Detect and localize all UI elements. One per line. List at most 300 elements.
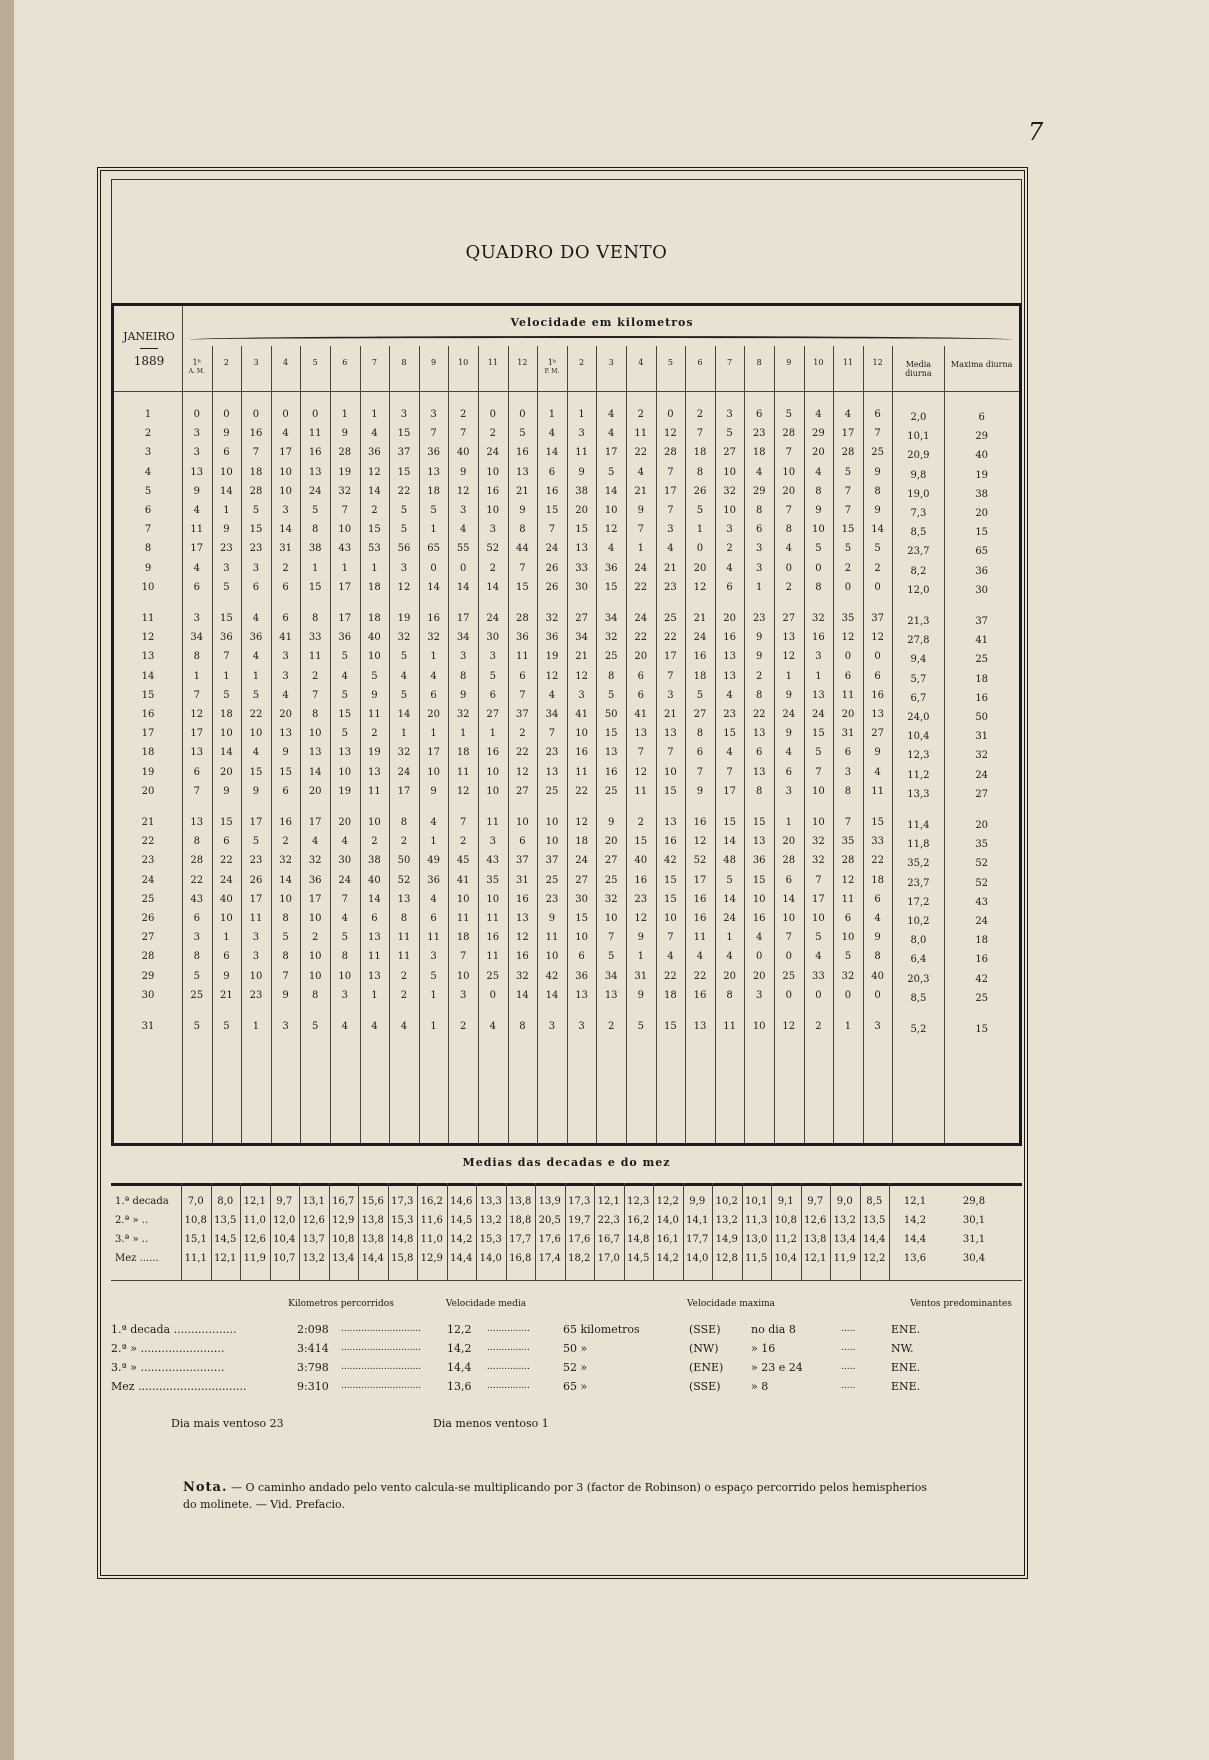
medias-value: 14,0 [656,1215,679,1226]
medias-value: 17,6 [538,1234,561,1245]
hour-value: 9 [785,728,792,740]
hour-value: 5 [400,689,408,701]
hour-value: 16 [308,447,322,459]
summary-label: 2.ª » ........................ [111,1342,225,1355]
medias-value: 12,9 [420,1253,443,1264]
hour-value: 31 [841,728,855,740]
hour-value: 5 [400,505,408,516]
hour-value: 2 [489,562,496,574]
hour-value: 9 [608,817,615,828]
hour-value: 41 [456,874,470,886]
hour-value: 8 [519,524,526,536]
hour-value: 32 [338,485,352,497]
media-value: 11,4 [907,820,930,831]
hour-value: 9 [785,689,792,701]
hour-value: 10 [456,893,470,905]
hour-value: 1 [430,524,437,536]
hour-value: 9 [223,524,230,536]
medias-value: 14,1 [686,1215,709,1226]
hour-header [596,358,626,367]
hour-value: 1 [430,989,437,1001]
hour-value: 32 [841,970,855,982]
hour-value: 11 [456,913,470,924]
hour-value: 22 [871,855,884,867]
hour-value: 21 [634,485,648,497]
hour-value: 10 [486,785,500,797]
hour-value: 13 [368,766,381,778]
hour-value: 14 [545,989,559,1001]
meridian-label: P. M. [544,368,560,375]
hour-value: 16 [693,893,707,905]
hour-header-label: 8 [756,358,762,367]
hour-value: 15 [220,817,233,828]
summary-table [111,1293,1022,1443]
maxima-value: 31 [975,731,989,743]
media-value: 10,1 [907,431,930,443]
medias-value: 11,2 [774,1234,797,1245]
hour-value: 17 [604,447,618,459]
hour-value: 7 [726,766,733,778]
hour-value: 9 [430,785,437,797]
medias-value: 15,8 [391,1253,414,1264]
hour-value: 22 [397,485,411,497]
hour-value: 28 [782,855,796,867]
hour-value: 21 [664,709,677,720]
hour-value: 20 [723,613,736,624]
hour-value: 36 [338,632,352,644]
hour-value: 1 [430,1021,437,1032]
summary-vx: 52 » [563,1361,588,1374]
hour-value: 13 [723,651,736,663]
hour-value: 6 [193,581,200,593]
hour-value: 8 [193,651,200,663]
hour-value: 44 [516,543,529,555]
hour-header [419,358,449,367]
hour-value: 10 [545,817,559,828]
hour-value: 18 [871,874,884,886]
hour-header-label: 11 [487,358,498,367]
hour-value: 23 [545,747,559,759]
hour-value: 21 [575,651,588,663]
hour-value: 0 [785,951,792,963]
hour-value: 34 [190,632,204,644]
hour-value: 1 [844,1021,852,1032]
hour-value: 12 [190,709,204,720]
hour-value: 38 [575,485,588,497]
hour-value: 36 [575,970,588,982]
hour-value: 16 [486,932,500,944]
hour-value: 23 [752,613,766,624]
hour-value: 12 [516,932,529,944]
hour-value: 14 [456,581,470,593]
hour-header-label: 12 [872,358,883,367]
summary-pred: ENE. [891,1380,921,1393]
hour-value: 5 [430,505,437,516]
hour-value: 9 [341,428,348,440]
hour-value: 3 [785,785,792,797]
hour-value: 16 [545,485,559,497]
medias-value: 12,8 [715,1253,738,1264]
hour-value: 26 [545,581,559,593]
hour-value: 24 [397,766,411,778]
hour-value: 1 [430,836,437,848]
hour-value: 15 [397,428,411,440]
hour-value: 10 [664,913,677,924]
hour-value: 12 [693,836,707,848]
summary-vx: 65 » [563,1380,588,1393]
medias-value: 10,8 [184,1215,207,1226]
hour-value: 11 [723,1021,736,1032]
medias-value: 12,6 [804,1215,827,1226]
medias-value: 9,9 [689,1196,706,1207]
hour-value: 22 [634,447,648,459]
hour-value: 2 [874,562,881,574]
hour-value: 22 [220,855,233,867]
hour-value: 4 [608,428,615,440]
media-value: 27,8 [907,635,930,647]
hour-value: 28 [190,855,204,867]
hour-value: 5 [223,1021,230,1032]
hour-value: 13 [397,893,411,905]
hour-value: 1 [400,728,408,740]
medias-value: 13,8 [361,1215,384,1226]
hour-value: 4 [785,747,792,759]
maxima-value: 20 [975,508,989,519]
hour-value: 4 [726,562,733,574]
maxima-value: 25 [975,654,989,666]
maxima-value: 37 [975,616,989,627]
hour-value: 17 [308,893,322,905]
medias-value: 13,5 [214,1215,237,1226]
hour-header [863,358,893,367]
hour-header-label: 6 [342,358,348,367]
nota-text: — O caminho andado pelo vento calcula-se multiplicando por 3 (factor de Robinson) o espaço percorrido pelos hemispherios do molinete. — Vid. Prefacio. [183,1481,928,1511]
hour-value: 25 [782,970,796,982]
hour-value: 4 [341,670,348,682]
hour-value: 1 [223,505,230,516]
hour-value: 8 [785,524,792,536]
hour-value: 3 [578,689,585,701]
hour-value: 1 [815,670,822,682]
medias-row-label: 3.ª » .. [115,1234,149,1245]
medias-value: 12,1 [804,1253,827,1264]
hour-value: 6 [223,836,230,848]
hour-value: 14 [220,747,233,759]
day-number: 8 [144,543,152,555]
hour-value: 6 [252,581,260,593]
hour-value: 6 [223,951,230,963]
maxima-value: 25 [975,992,989,1004]
media-value: 6,4 [910,954,927,966]
maxima-value: 40 [975,450,989,462]
medias-value: 15,3 [479,1234,502,1245]
hour-value: 4 [726,747,733,759]
hour-value: 17 [456,613,470,624]
hour-value: 1 [223,932,230,944]
hour-value: 4 [252,613,260,624]
medias-value: 10,4 [774,1253,797,1264]
medias-value: 14,5 [450,1215,473,1226]
hour-value: 0 [756,951,763,963]
hour-value: 5 [815,747,822,759]
hour-value: 4 [193,505,200,516]
hour-header [715,358,745,367]
hour-header-label: 3 [608,358,614,367]
hour-value: 11 [486,913,500,924]
hour-header-label: 10 [813,358,824,367]
media-value: 9,4 [910,654,927,666]
hour-header-label: 1ʰ [192,358,202,367]
hour-value: 6 [430,689,437,701]
medias-value: 10,8 [332,1234,355,1245]
hour-value: 6 [578,951,585,963]
hour-value: 15 [368,524,381,536]
medias-value: 12,6 [302,1215,325,1226]
hour-value: 35 [841,613,855,624]
hour-value: 3 [252,562,260,574]
summary-dots: ............................ [341,1324,422,1334]
hour-value: 15 [516,581,529,593]
hour-value: 4 [815,951,822,963]
hour-value: 17 [279,447,292,459]
medias-value: 13,4 [833,1234,856,1245]
hour-value: 16 [812,632,825,644]
maxima-value: 29 [975,431,989,443]
hour-header [537,358,567,376]
hour-value: 9 [874,505,881,516]
hour-header-label: 5 [667,358,673,367]
hour-value: 17 [664,485,677,497]
hour-value: 6 [193,766,200,778]
hour-value: 17 [841,428,855,440]
hour-value: 10 [782,913,796,924]
hour-value: 7 [844,485,852,497]
hour-value: 4 [726,689,733,701]
hour-value: 17 [190,728,204,740]
hour-value: 5 [696,505,704,516]
hour-value: 10 [575,932,588,944]
hour-value: 4 [341,1021,348,1032]
hour-value: 26 [693,485,707,497]
hour-value: 9 [696,785,704,797]
hour-header [330,358,360,367]
medias-row-label: 1.ª decada [115,1196,169,1207]
hour-header [360,358,390,367]
hour-value: 2 [815,1021,822,1032]
hour-value: 8 [400,913,408,924]
hour-value: 52 [486,543,500,555]
hour-value: 13 [575,989,588,1001]
hour-value: 7 [844,505,852,516]
hour-value: 11 [190,524,204,536]
hour-header [448,358,478,367]
hour-value: 31 [516,874,529,886]
medias-value: 14,8 [627,1234,650,1245]
hour-value: 4 [430,817,437,828]
hour-value: 17 [664,651,677,663]
hour-value: 3 [223,562,230,574]
hour-value: 14 [871,524,884,536]
hour-value: 32 [604,893,618,905]
medias-value: 12,1 [597,1196,620,1207]
media-value: 8,5 [910,992,927,1004]
hour-value: 24 [812,709,825,720]
hour-value: 0 [667,409,674,420]
hour-header [478,358,508,367]
hour-value: 10 [368,651,381,663]
hour-value: 15 [841,524,855,536]
hour-value: 11 [841,893,855,905]
hour-header [744,358,774,367]
medias-value: 12,9 [332,1215,355,1226]
hour-value: 6 [489,689,496,701]
hour-value: 0 [252,409,260,420]
hour-value: 28 [516,613,529,624]
hour-value: 10 [220,466,233,478]
medias-value: 13,5 [863,1215,886,1226]
hour-value: 36 [752,855,766,867]
hour-header-label: 12 [517,358,528,367]
medias-value: 16,7 [597,1234,620,1245]
year-rule [140,348,158,349]
hour-value: 0 [785,989,792,1001]
hour-value: 1 [371,562,378,574]
hour-header-label: 5 [312,358,318,367]
hour-value: 1 [341,409,348,420]
hour-value: 10 [456,970,470,982]
medias-maxima: 31,1 [962,1234,986,1245]
hour-value: 32 [397,632,411,644]
hour-value: 11 [486,951,500,963]
medias-maxima: 30,1 [962,1215,986,1226]
hour-value: 13 [190,466,204,478]
hour-value: 4 [637,466,644,478]
medias-value: 14,4 [450,1253,473,1264]
hour-value: 20 [338,817,352,828]
hour-value: 13 [812,689,825,701]
hour-value: 49 [427,855,440,867]
hour-value: 7 [608,932,615,944]
hour-value: 16 [516,447,529,459]
hour-header [241,358,271,367]
maxima-value: 36 [975,565,989,577]
day-number: 14 [141,670,155,682]
hour-value: 2 [756,670,763,682]
hour-value: 14 [516,989,529,1001]
medias-value: 11,0 [420,1234,443,1245]
hour-value: 23 [545,893,559,905]
medias-value: 13,9 [538,1196,561,1207]
hour-value: 5 [193,970,200,982]
hour-value: 14 [220,485,233,497]
hour-value: 14 [397,709,411,720]
hour-value: 10 [220,728,233,740]
hour-value: 5 [696,689,704,701]
hour-value: 17 [812,893,825,905]
hour-value: 15 [220,613,233,624]
media-value: 12,0 [907,584,930,596]
hour-value: 10 [723,505,736,516]
hour-value: 6 [223,447,230,459]
hour-value: 15 [752,874,766,886]
hour-header [774,358,804,367]
medias-value: 17,7 [686,1234,709,1245]
hour-value: 14 [486,581,500,593]
hour-value: 10 [279,485,292,497]
hour-value: 12 [871,632,884,644]
hour-value: 18 [220,709,233,720]
hour-value: 2 [400,836,408,848]
hour-value: 27 [486,709,500,720]
medias-media: 14,4 [903,1234,927,1245]
hour-value: 6 [519,836,526,848]
hour-value: 7 [667,670,674,682]
hour-value: 41 [634,709,648,720]
day-number: 4 [144,466,152,478]
hour-value: 8 [726,989,733,1001]
hour-value: 16 [604,766,618,778]
hour-value: 13 [604,747,618,759]
day-number: 15 [141,689,155,701]
medias-top-rule [111,1183,1022,1186]
hour-value: 2 [371,836,378,848]
maxima-value: 30 [975,584,989,596]
medias-value: 13,7 [302,1234,325,1245]
hour-value: 15 [634,836,648,848]
medias-value: 14,4 [863,1234,886,1245]
hour-value: 5 [341,932,348,944]
hour-value: 15 [279,766,292,778]
hour-value: 10 [486,893,500,905]
hour-value: 16 [693,651,707,663]
medias-value: 16,2 [627,1215,650,1226]
hour-value: 9 [756,632,763,644]
hour-value: 3 [874,1021,881,1032]
medias-value: 22,3 [597,1215,620,1226]
media-value: 21,3 [907,616,930,627]
vp-header: Ventos predominantes [910,1299,1012,1309]
hour-value: 0 [489,989,496,1001]
hour-value: 53 [368,543,381,555]
medias-value: 14,0 [479,1253,502,1264]
hour-value: 10 [249,728,263,740]
hour-header-label: 10 [458,358,469,367]
hour-value: 8 [696,728,704,740]
hour-value: 19 [338,466,352,478]
maxima-value: 42 [975,973,989,985]
hour-value: 38 [308,543,322,555]
medias-value: 13,8 [361,1234,384,1245]
hour-value: 9 [874,747,881,759]
hour-value: 4 [312,836,319,848]
hour-value: 1 [637,951,644,963]
hour-value: 2 [400,989,408,1001]
hour-value: 7 [430,428,437,440]
hour-value: 3 [400,409,408,420]
maxima-value: 35 [975,839,989,851]
hour-value: 3 [578,1021,585,1032]
media-value: 8,2 [910,565,927,577]
hour-value: 32 [456,709,470,720]
medias-value: 13,2 [715,1215,738,1226]
hour-value: 26 [249,874,263,886]
hour-value: 13 [516,466,529,478]
media-value: 24,0 [907,712,930,723]
medias-value: 18,2 [568,1253,591,1264]
hour-value: 11 [575,447,588,459]
hour-value: 31 [279,543,292,555]
hour-value: 21 [693,613,707,624]
